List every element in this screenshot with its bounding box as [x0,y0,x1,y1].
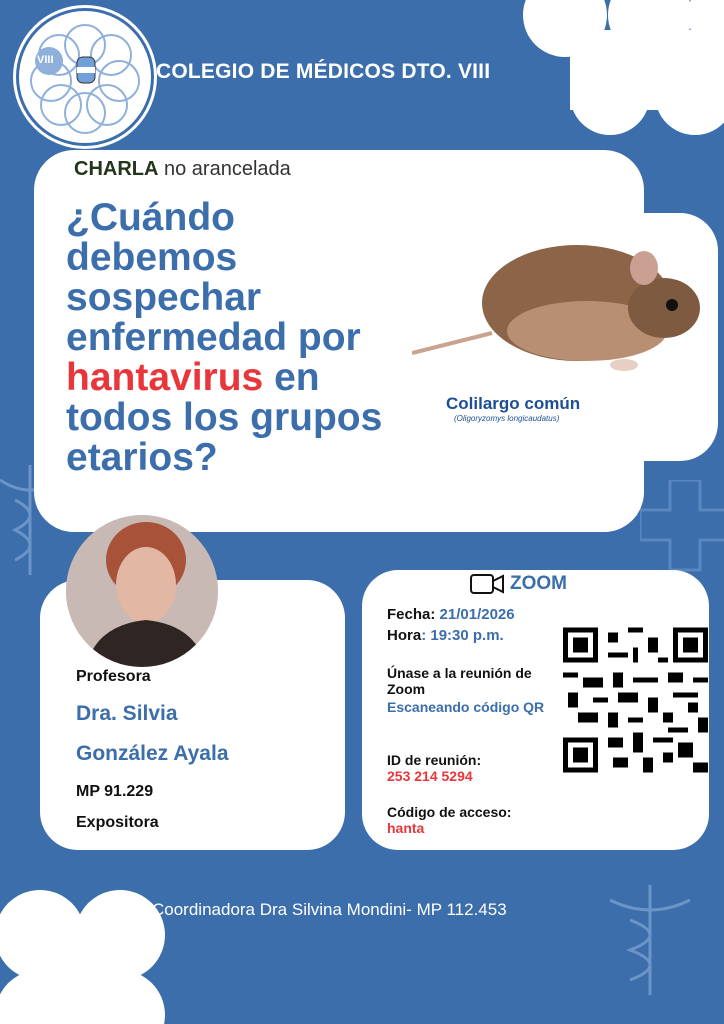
organization-title: COLEGIO DE MÉDICOS DTO. VIII [156,60,491,83]
zoom-title-text: ZOOM [510,573,567,594]
college-logo [16,8,154,146]
charla-bold: CHARLA [74,158,159,180]
question-highlight: hantavirus [66,356,264,399]
zoom-scan-text: Escaneando código QR [387,699,545,715]
speaker-name-line2: González Ayala [76,742,229,765]
speaker-role: Profesora [76,668,151,685]
date-value: 21/01/2026 [435,606,515,623]
qr-code[interactable] [563,626,708,774]
charla-label [74,158,291,181]
zoom-time [387,627,504,644]
zoom-title [470,573,567,595]
caduceus-icon [600,880,700,1000]
speaker-name-line1: Dra. Silvia [76,702,178,725]
mouse-image-card [412,213,718,461]
access-code-label: Código de acceso: [387,804,512,820]
date-label: Fecha: [387,606,436,623]
coordinator-footer: Coordinadora Dra Silvina Mondini- MP 112.453 [152,900,507,919]
zoom-join-text: Únase a la reunión de Zoom [387,665,532,697]
logo-rings-icon [19,11,151,143]
mouse-illustration [412,213,718,461]
time-label: Hora [387,627,422,644]
decorative-clover-bottom-left [0,875,170,1024]
access-code-value: hanta [387,820,425,836]
speaker-mp: MP 91.229 [76,783,154,800]
zoom-date [387,606,515,623]
time-value: : 19:30 p.m. [421,627,504,644]
meeting-id-label: ID de reunión: [387,752,482,768]
question-text-2: en todos los grupos etarios? [66,356,383,479]
speaker-photo [66,515,218,667]
speaker-title: Expositora [76,814,159,831]
image-caption-scientific: (Oligoryzomys longicaudatus) [454,414,560,423]
charla-rest: no arancelada [158,158,291,180]
video-camera-icon [470,573,504,595]
logo-badge-text: VIII [37,54,54,66]
meeting-id-value: 253 214 5294 [387,768,473,784]
event-question [66,198,416,478]
decorative-clover-top-right [510,0,724,150]
question-text-1: ¿Cuándo debemos sospechar enfermedad por [66,196,361,359]
image-caption-title: Colilargo común [446,394,581,413]
